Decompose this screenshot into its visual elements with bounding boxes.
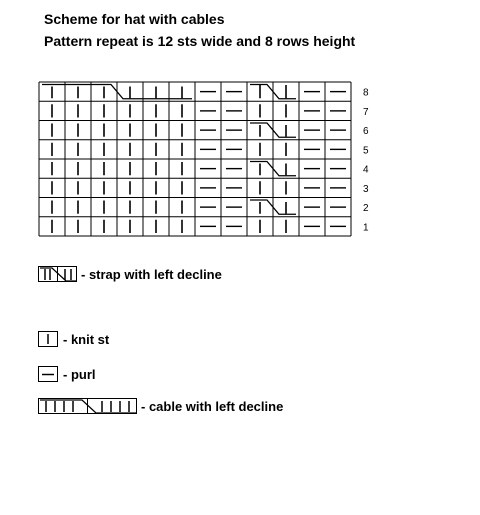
knit-symbol-icon	[38, 330, 60, 348]
legend-purl	[38, 365, 96, 383]
row-number-label: 7	[363, 106, 369, 118]
legend-knit-label: - knit st	[63, 331, 110, 347]
chart-title: Scheme for hat with cables	[44, 11, 225, 27]
chart-subtitle: Pattern repeat is 12 sts wide and 8 rows height	[44, 33, 356, 49]
row-number-label: 5	[363, 145, 369, 157]
row-number-label: 3	[363, 183, 369, 195]
row-number-label: 6	[363, 126, 369, 138]
strap-symbol-icon	[38, 265, 78, 283]
row-number-label: 1	[363, 222, 369, 234]
legend-purl-label: - purl	[63, 366, 96, 382]
legend-strap-label: - strap with left decline	[81, 266, 222, 282]
legend-knit	[38, 330, 109, 348]
cable-symbol-icon	[38, 397, 138, 415]
legend-cable	[38, 397, 283, 415]
row-number-label: 2	[363, 203, 369, 215]
row-number-label: 4	[363, 164, 369, 176]
legend-cable-label: - cable with left decline	[141, 398, 284, 414]
legend-strap	[38, 265, 222, 283]
purl-symbol-icon	[38, 365, 60, 383]
row-number-label: 8	[363, 87, 369, 99]
